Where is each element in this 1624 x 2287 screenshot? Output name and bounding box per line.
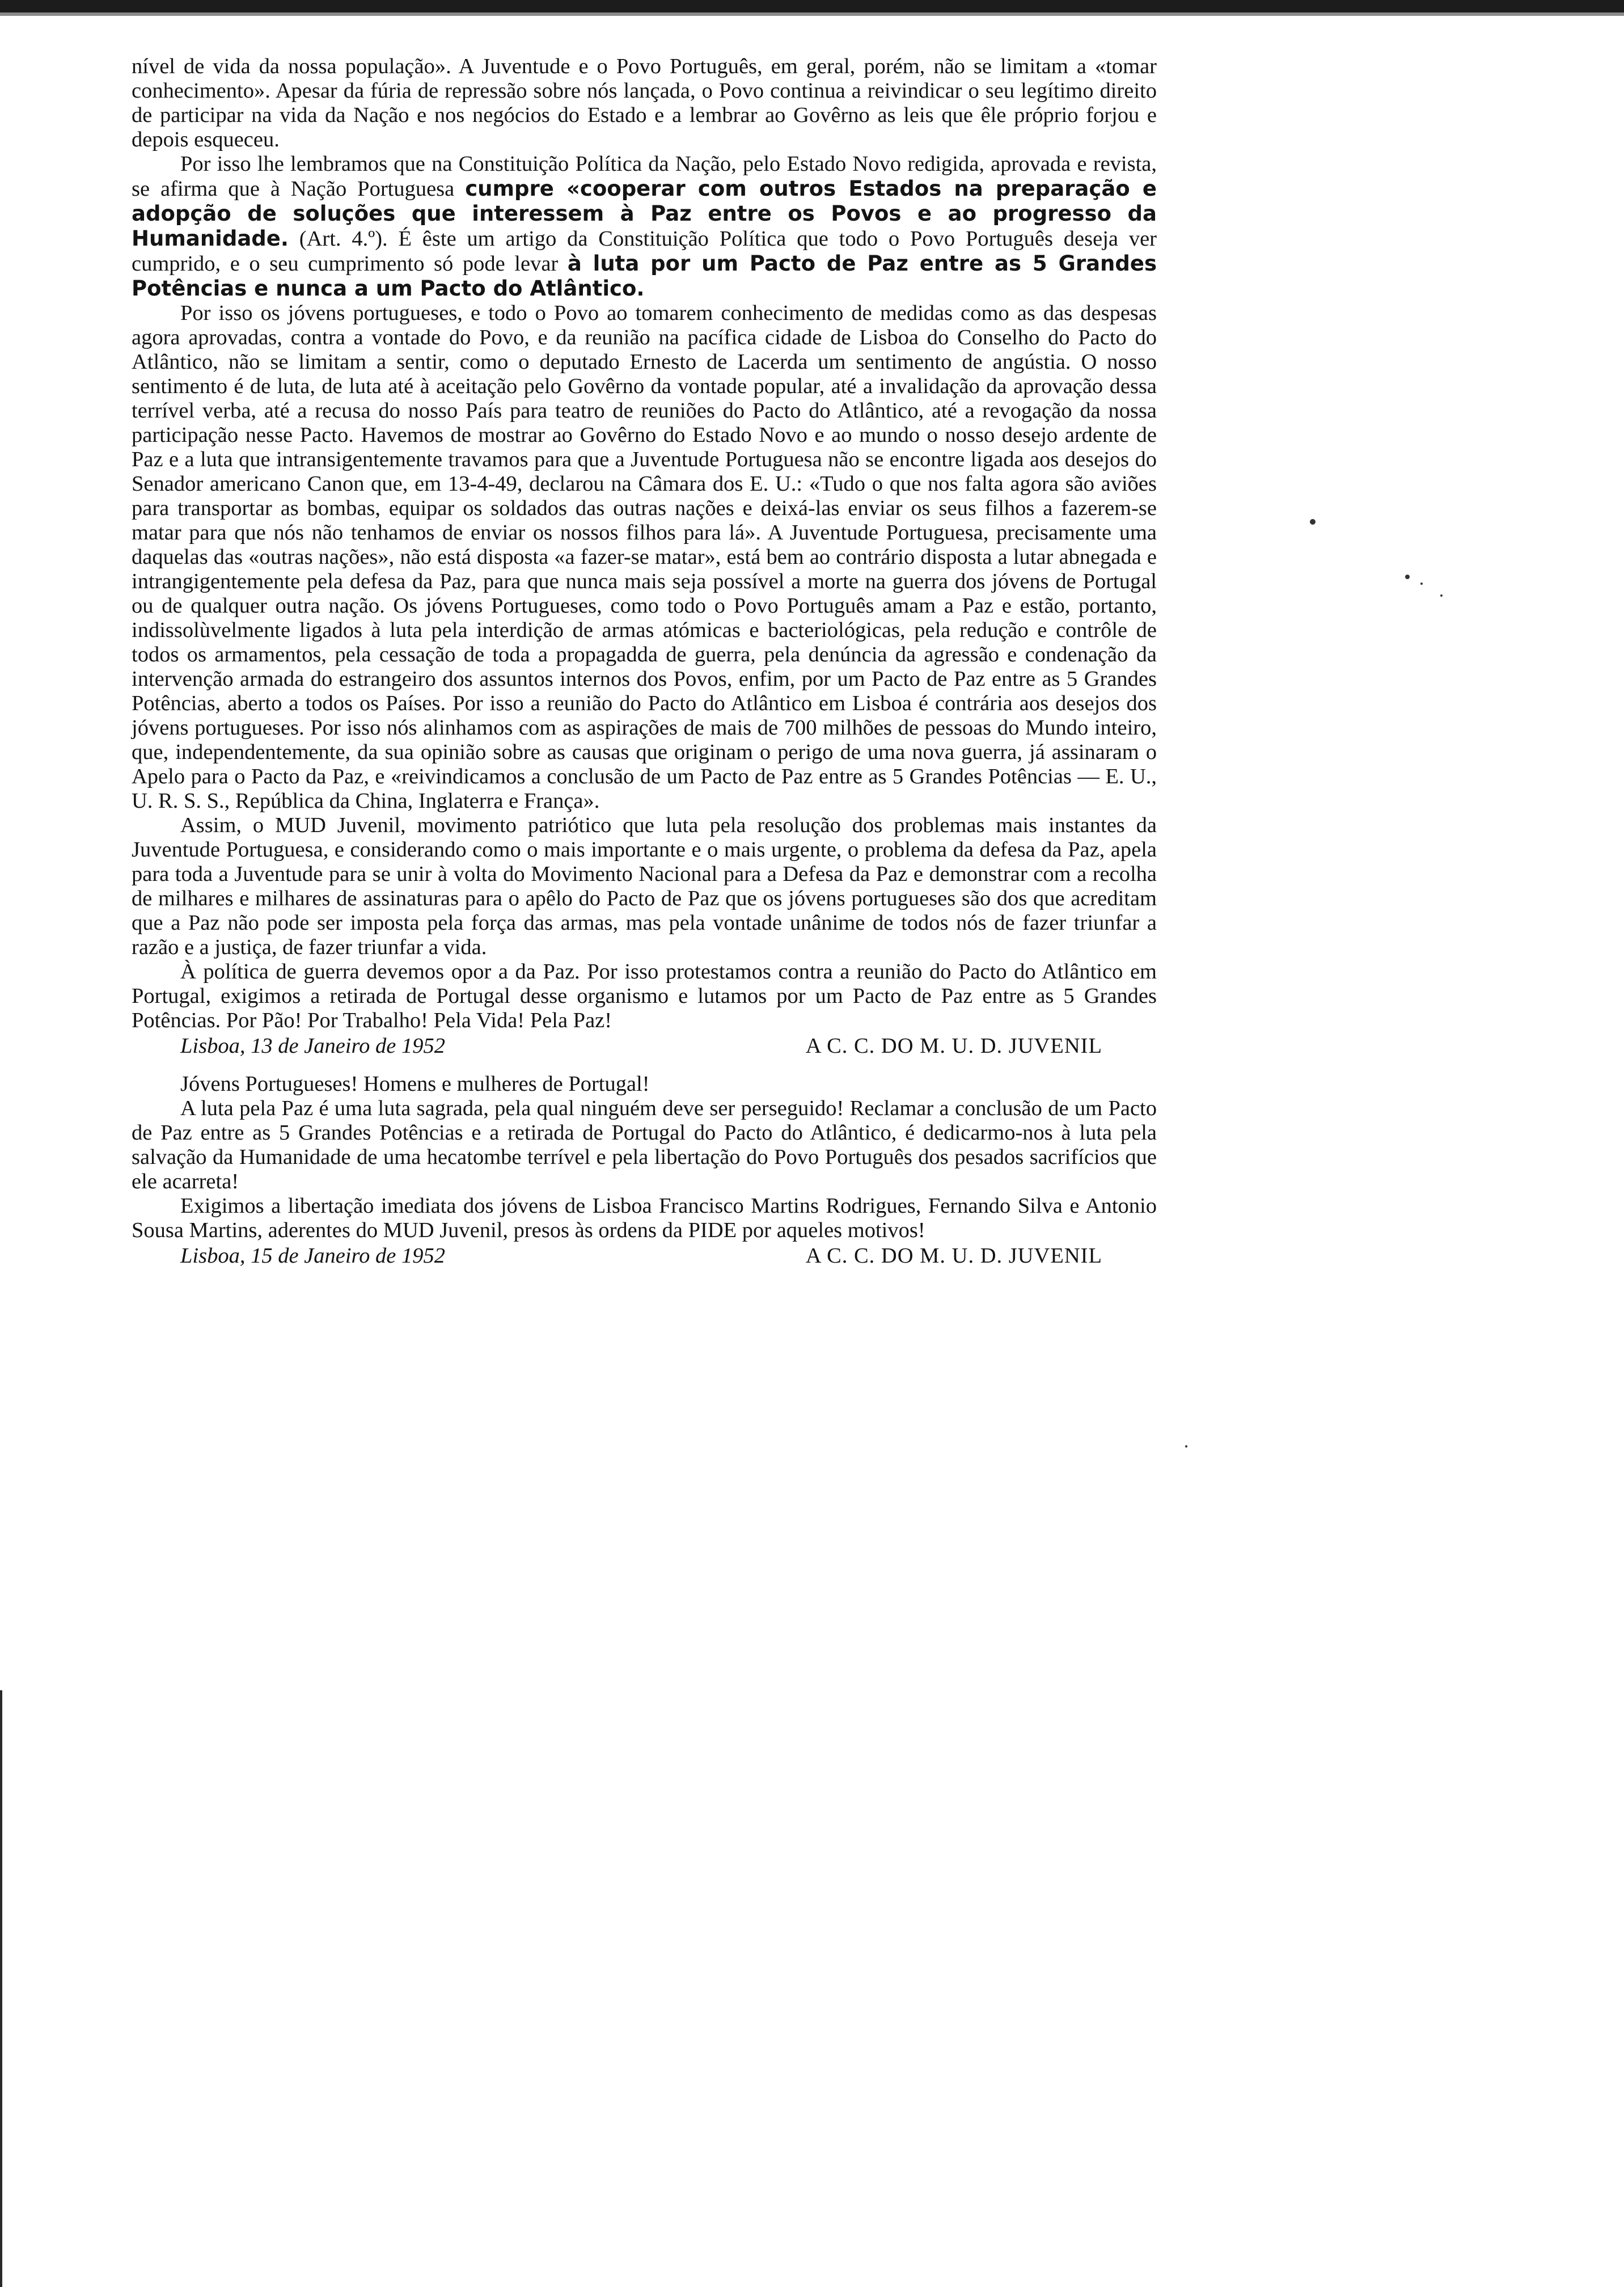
- text-run: Por isso os jóvens portugueses, e todo o Povo ao tomarem conhecimento de medidas como as das despesas agora aprovadas, contra a vontade do Povo, e da reunião na pacífica cidade de Lisboa do Conselho do Pacto do Atlântico, não se limitam a sentir, como o deputado Ernesto de Lacerda um sentimento de angústia. O nosso sentimento é de luta, de luta até à aceitação pelo Govêrno da vontade popular, até a invalidação da aprovação dessa terrível verba, até a recusa do nosso País para teatro de reuniões do Pacto do Atlântico, até a revogação da nossa participação nesse Pacto. Havemos de mostrar ao Govêrno do Estado Novo e ao mundo o nosso desejo ardente de Paz e a luta que intransigentemente travamos para que a Juventude Portuguesa não se encontre ligada aos desejos do Senador americano Canon que, em 13-4-49, declarou na Câmara dos E. U.: «Tudo o que nos falta agora são aviões para transportar as bombas, equipar os soldados das outras nações e deixá-las enviar os seus filhos a fazerem-se matar para que nós não tenhamos de enviar os nossos filhos para lá». A Juventude Portuguesa, precisamente uma daquelas das «outras nações», não está disposta «a fazer-se matar», está bem ao contrário disposta a lutar abnegada e intrangigentemente pela defesa da Paz, para que nunca mais seja possível a morte na guerra dos jóvens de Portugal ou de qualquer outra nação. Os jóvens Portugueses, como todo o Povo Português amam a Paz e estão, portanto, indissolùvelmente ligados à luta pela interdição de armas atómicas e bacteriológicas, pela redução e contrôle de todos os armamentos, pela cessação de toda a propagadda de guerra, pela denúncia da agressão e condenação da intervenção armada do estrangeiro dos assuntos internos dos Povos, enfim, por um Pacto de Paz entre as 5 Grandes Potências, aberto a todos os Países. Por isso a reunião do Pacto do Atlântico em Lisboa é contrária aos desejos dos jóvens portugueses. Por isso nós alinhamos com as aspirações de mais de 700 milhões de pessoas do Mundo inteiro, que, independentemente, da sua opinião sobre as causas que originam o perigo de uma nova guerra, já assinaram o Apelo para o Pacto da Paz, e «reivindicamos a conclusão de um Pacto de Paz entre as 5 Grandes Potências — E. U., U. R. S. S., República da China, Inglaterra e França».: [132, 301, 1157, 813]
- signature-place-date: Lisboa, 13 de Janeiro de 1952: [180, 1034, 445, 1058]
- paragraph: [132, 813, 1157, 960]
- text-run: À política de guerra devemos opor a da Paz. Por isso protestamos contra a reunião do Pacto do Atlântico em Portugal, exigimos a retirada de Portugal desse organismo e lutamos por um Pacto de Paz entre as 5 Grandes Potências. Por Pão! Por Trabalho! Pela Vida! Pela Paz!: [132, 960, 1157, 1032]
- scan-speck: [1310, 519, 1316, 525]
- paragraph: [132, 301, 1157, 813]
- text-run: Por isso lhe lembramos que na Constituição Política da Nação, pelo Estado Novo redigida, aprovada e revista, se afirma que à Nação Portuguesa: [132, 152, 1157, 201]
- paragraph: [132, 1072, 1157, 1096]
- paragraph: [132, 152, 1157, 301]
- bold-text-run: à luta por um Pacto de Paz entre as 5 Grandes Potências e nunca a um Pacto do Atlântico.: [132, 251, 1157, 301]
- left-page-edge: [0, 1690, 2, 2287]
- document-body: [132, 54, 1157, 1268]
- top-border-shadow: [0, 12, 1624, 16]
- section-1: [132, 54, 1157, 1033]
- text-run: Assim, o MUD Juvenil, movimento patriótico que luta pela resolução dos problemas mais instantes da Juventude Portuguesa, e considerando como o mais importante e o mais urgente, o problema da defesa da Paz, apela para toda a Juventude para se unir à volta do Movimento Nacional para a Defesa da Paz e demonstrar com a recolha de milhares e milhares de assinaturas para o apêlo do Pacto de Paz que os jóvens portugueses são dos que acreditam que a Paz não pode ser imposta pela força das armas, mas pela vontade unânime de todos nós de fazer triunfar a razão e a justiça, de fazer triunfar a vida.: [132, 813, 1157, 959]
- signature-line-1: [132, 1034, 1157, 1058]
- text-run: Exigimos a libertação imediata dos jóvens de Lisboa Francisco Martins Rodrigues, Fernando Silva e Antonio Sousa Martins, aderentes do MUD Juvenil, presos às ordens da PIDE por aqueles motivos!: [132, 1194, 1157, 1242]
- section-2: [132, 1072, 1157, 1243]
- scan-speck: [1420, 583, 1423, 585]
- signature-place-date: Lisboa, 15 de Janeiro de 1952: [180, 1244, 445, 1268]
- paragraph: [132, 1194, 1157, 1243]
- bold-text-run: cumpre «cooperar com outros Estados na preparação e adopção de soluções que interessem à Paz entre os Povos e ao progresso da Humanidade.: [132, 176, 1157, 251]
- paragraph: [132, 54, 1157, 152]
- signature-organization: A C. C. DO M. U. D. JUVENIL: [805, 1244, 1102, 1268]
- text-run: (Art. 4.º). É êste um artigo da Constituição Política que todo o Povo Português deseja ver cumprido, e o seu cumprimento só pode levar: [132, 227, 1157, 276]
- scan-speck: [1185, 1445, 1187, 1448]
- text-run: A luta pela Paz é uma luta sagrada, pela qual ninguém deve ser perseguido! Reclamar a conclusão de um Pacto de Paz entre as 5 Grandes Potências e a retirada de Portugal do Pacto do Atlântico, é dedicarmo-nos à luta pela salvação da Humanidade de uma hecatombe terrível e pela libertação do Povo Português dos pesados sacrifícios que ele acarreta!: [132, 1096, 1157, 1193]
- paragraph: [132, 1096, 1157, 1194]
- signature-line-2: [132, 1244, 1157, 1268]
- signature-organization: A C. C. DO M. U. D. JUVENIL: [805, 1034, 1102, 1058]
- text-run: nível de vida da nossa população». A Juventude e o Povo Português, em geral, porém, não se limitam a «tomar conhecimento». Apesar da fúria de repressão sobre nós lançada, o Povo continua a reivindicar o seu legítimo direito de participar na vida da Nação e nos negócios do Estado e a lembrar ao Govêrno as leis que êle próprio forjou e depois esqueceu.: [132, 54, 1157, 151]
- paragraph: [132, 960, 1157, 1033]
- top-border-rule: [0, 0, 1624, 12]
- scan-speck: [1405, 575, 1410, 579]
- scan-speck: [1440, 594, 1443, 597]
- section-spacer: [132, 1058, 1157, 1072]
- text-run: Jóvens Portugueses! Homens e mulheres de Portugal!: [180, 1072, 650, 1096]
